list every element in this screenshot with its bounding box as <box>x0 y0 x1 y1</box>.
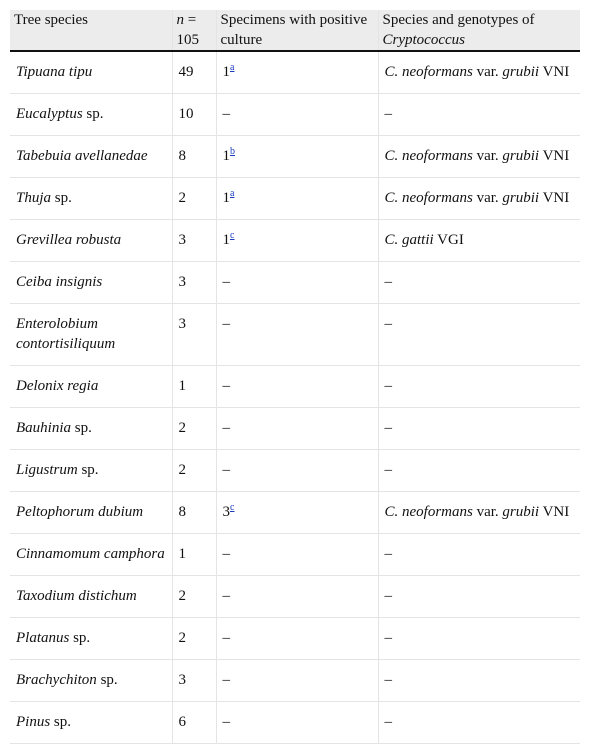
cell-positive-culture: 1$^a$ <box>216 178 378 220</box>
cell-genotype: C. gattii VGI <box>378 220 580 262</box>
cell-tree-species: Tabebuia avellanedae <box>10 136 172 178</box>
cell-positive-culture: 3$^c$ <box>216 492 378 534</box>
cell-n: 2 <box>172 178 216 220</box>
cell-n: 1 <box>172 366 216 408</box>
table-row <box>10 534 580 576</box>
cell-tree-species: Brachychiton sp. <box>10 660 172 702</box>
table-row <box>10 492 580 534</box>
cell-genotype: – <box>378 576 580 618</box>
header-tree-species: Tree species <box>14 12 89 28</box>
cell-positive-culture: 1$^b$ <box>216 136 378 178</box>
table-row <box>10 702 580 744</box>
footnote-link[interactable]: b <box>230 146 235 157</box>
table-row <box>10 660 580 702</box>
footnote-link[interactable]: a <box>230 188 235 199</box>
cell-positive-culture: – <box>216 94 378 136</box>
header-row <box>10 10 580 51</box>
cell-tree-species: Bauhinia sp. <box>10 408 172 450</box>
cell-tree-species: Ligustrum sp. <box>10 450 172 492</box>
cell-n: 3 <box>172 660 216 702</box>
cell-n: 8 <box>172 136 216 178</box>
cell-positive-culture: – <box>216 576 378 618</box>
table-row <box>10 178 580 220</box>
table-row <box>10 408 580 450</box>
cell-n: 49 <box>172 51 216 94</box>
cell-positive-culture: – <box>216 660 378 702</box>
table-row <box>10 262 580 304</box>
table-row <box>10 136 580 178</box>
cell-n: 2 <box>172 576 216 618</box>
cell-positive-culture: – <box>216 262 378 304</box>
cell-tree-species: Grevillea robusta <box>10 220 172 262</box>
cell-positive-culture: – <box>216 366 378 408</box>
cell-genotype: – <box>378 262 580 304</box>
cell-genotype: – <box>378 304 580 366</box>
cell-positive-culture: – <box>216 618 378 660</box>
cell-genotype: – <box>378 366 580 408</box>
cell-tree-species: Taxodium distichum <box>10 576 172 618</box>
cell-positive-culture: – <box>216 304 378 366</box>
cell-genotype: C. neoformans var. grubii VNI <box>378 492 580 534</box>
cell-genotype: – <box>378 618 580 660</box>
cell-n: 1 <box>172 534 216 576</box>
cell-positive-culture: – <box>216 534 378 576</box>
cell-genotype: – <box>378 702 580 744</box>
cell-positive-culture: 1$^a$ <box>216 51 378 94</box>
cell-tree-species: Peltophorum dubium <box>10 492 172 534</box>
cell-positive-culture: – <box>216 702 378 744</box>
footnote-link[interactable]: c <box>230 230 235 241</box>
table-row <box>10 366 580 408</box>
cell-tree-species: Eucalyptus sp. <box>10 94 172 136</box>
cell-tree-species: Ceiba insignis <box>10 262 172 304</box>
table-row <box>10 220 580 262</box>
cell-n: 6 <box>172 702 216 744</box>
cell-n: 2 <box>172 408 216 450</box>
cell-genotype: – <box>378 534 580 576</box>
cell-tree-species: Tipuana tipu <box>10 51 172 94</box>
header-positive-culture: Specimens with positive culture <box>216 10 378 51</box>
cell-n: 3 <box>172 262 216 304</box>
cell-n: 3 <box>172 304 216 366</box>
footnote-link[interactable]: a <box>230 62 235 73</box>
cell-genotype: – <box>378 408 580 450</box>
table-row <box>10 304 580 366</box>
cell-n: 8 <box>172 492 216 534</box>
header-genotypes: Species and genotypes of Cryptococcus <box>378 10 580 51</box>
cell-genotype: C. neoformans var. grubii VNI <box>378 178 580 220</box>
cell-genotype: C. neoformans var. grubii VNI <box>378 51 580 94</box>
cell-n: 2 <box>172 618 216 660</box>
cell-tree-species: Platanus sp. <box>10 618 172 660</box>
cell-positive-culture: 1$^c$ <box>216 220 378 262</box>
cell-genotype: – <box>378 94 580 136</box>
cell-tree-species: Enterolobium contortisiliquum <box>10 304 172 366</box>
cell-n: 2 <box>172 450 216 492</box>
cell-tree-species: Cinnamomum camphora <box>10 534 172 576</box>
cell-tree-species: Delonix regia <box>10 366 172 408</box>
table-row <box>10 618 580 660</box>
table-row <box>10 450 580 492</box>
cell-genotype: C. neoformans var. grubii VNI <box>378 136 580 178</box>
species-table <box>10 10 580 744</box>
cell-n: 3 <box>172 220 216 262</box>
cell-genotype: – <box>378 660 580 702</box>
footnote-link[interactable]: c <box>230 502 235 513</box>
table-row <box>10 94 580 136</box>
cell-tree-species: Thuja sp. <box>10 178 172 220</box>
cell-positive-culture: – <box>216 408 378 450</box>
table-row <box>10 576 580 618</box>
table-row <box>10 51 580 94</box>
cell-positive-culture: – <box>216 450 378 492</box>
cell-n: 10 <box>172 94 216 136</box>
header-n: n = 105 <box>172 10 216 51</box>
cell-genotype: – <box>378 450 580 492</box>
cell-tree-species: Pinus sp. <box>10 702 172 744</box>
